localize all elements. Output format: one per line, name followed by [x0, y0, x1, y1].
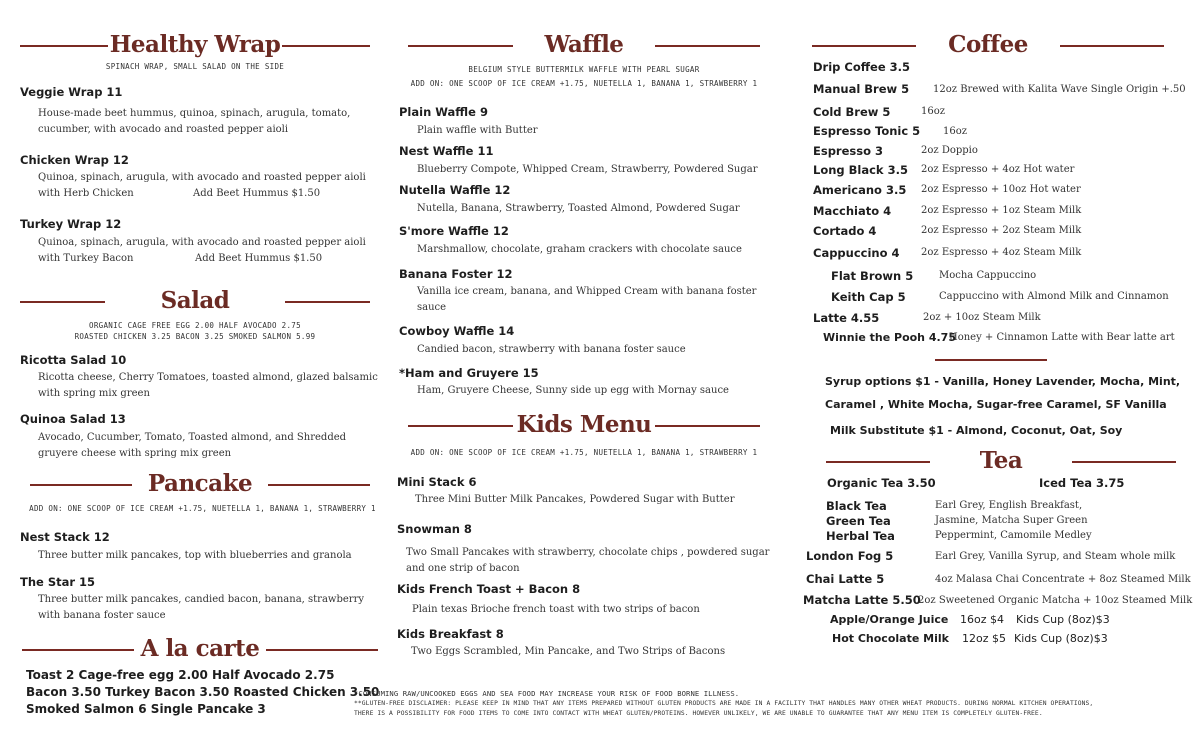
menu-item-name: Long Black 3.5: [813, 163, 908, 177]
menu-item-desc: Two Eggs Scrambled, Min Pancake, and Two Strips of Bacons: [411, 646, 726, 657]
syrup-options: Syrup options $1 - Vanilla, Honey Lavender, Mocha, Mint,: [825, 375, 1181, 388]
menu-item-name: Plain Waffle 9: [399, 105, 488, 119]
menu-item-name: The Star 15: [20, 575, 96, 589]
kids-header: [408, 410, 760, 440]
menu-item-name: Snowman 8: [397, 522, 472, 536]
menu-item-name: Drip Coffee 3.5: [813, 60, 911, 74]
disclaimer-line: **GLUTEN-FREE DISCLAIMER: PLEASE KEEP IN MIND THAT ANY ITEMS PREPARED WITHOUT GLUTEN PRODUCTS ARE MADE IN A FACILITY THAT HANDLES MANY OTHER WHEAT PRODUCTS. DURING NORMAL KITCHEN OPERATIONS,: [354, 700, 1094, 707]
juice-kids: Kids Cup (8oz)$3: [1016, 613, 1110, 626]
menu-item-name: Quinoa Salad 13: [20, 412, 126, 426]
menu-item-name: Veggie Wrap 11: [20, 85, 123, 99]
menu-item-name: Kids Breakfast 8: [397, 627, 504, 641]
menu-item-desc: Candied bacon, strawberry with banana foster sauce: [417, 344, 686, 355]
menu-item-desc: Vanilla ice cream, banana, and Whipped Cream with banana foster sauce: [417, 286, 757, 313]
menu-item-desc: 2oz + 10oz Steam Milk: [923, 312, 1041, 323]
menu-item-name: Chai Latte 5: [806, 572, 885, 586]
menu-item-desc: 2oz Espresso + 4oz Hot water: [921, 164, 1075, 175]
section-title: Healthy Wrap: [109, 31, 281, 58]
section-title: Coffee: [948, 31, 1028, 58]
alacarte-line: Bacon 3.50 Turkey Bacon 3.50 Roasted Chicken 3.50: [26, 685, 380, 699]
menu-item-name: Turkey Wrap 12: [20, 217, 122, 231]
menu-item-name: Latte 4.55: [813, 311, 880, 325]
menu-item-desc: Blueberry Compote, Whipped Cream, Strawberry, Powdered Sugar: [417, 164, 758, 175]
menu-item-name: Cappuccino 4: [813, 246, 900, 260]
menu-item-desc: Three butter milk pancakes, top with blueberries and granola: [38, 550, 352, 561]
organic-tea: Organic Tea 3.50: [827, 476, 936, 490]
menu-item-desc: Three Mini Butter Milk Pancakes, Powdered Sugar with Butter: [415, 494, 735, 505]
menu-item-name: Winnie the Pooh 4.75: [823, 331, 956, 344]
menu-item-addon: Add Beet Hummus $1.50: [195, 253, 323, 264]
section-title: A la carte: [140, 635, 260, 662]
menu-item-name: Americano 3.5: [813, 183, 907, 197]
menu-item-name: Flat Brown 5: [831, 269, 914, 283]
tea-type: Herbal Tea: [826, 529, 895, 543]
menu-item-name: Nest Stack 12: [20, 530, 110, 544]
menu-item-name: Ricotta Salad 10: [20, 353, 127, 367]
tea-header: [826, 446, 1176, 476]
menu-item-desc: Nutella, Banana, Strawberry, Toasted Almond, Powdered Sugar: [417, 203, 740, 214]
menu-item-name: Nutella Waffle 12: [399, 183, 511, 197]
divider-line: [935, 359, 1047, 361]
section-title: Kids Menu: [516, 411, 652, 438]
menu-item-desc: 4oz Malasa Chai Concentrate + 8oz Steamed Milk: [935, 574, 1191, 585]
section-subtitle: BELGIUM STYLE BUTTERMILK WAFFLE WITH PEARL SUGAR: [468, 65, 700, 74]
section-subtitle: ORGANIC CAGE FREE EGG 2.00 HALF AVOCADO 2.75: [89, 321, 301, 330]
menu-item-name: *Ham and Gruyere 15: [399, 366, 539, 380]
menu-item-desc: 12oz Brewed with Kalita Wave Single Origin +.50: [933, 84, 1186, 95]
menu-item-name: Banana Foster 12: [399, 267, 513, 281]
menu-item-desc: Earl Grey, Vanilla Syrup, and Steam whole milk: [935, 551, 1176, 562]
menu-item-desc: Quinoa, spinach, arugula, with avocado and roasted pepper aioli: [38, 237, 366, 248]
section-subtitle: ADD ON: ONE SCOOP OF ICE CREAM +1.75, NUETELLA 1, BANANA 1, STRAWBERRY 1: [410, 79, 758, 88]
hot-chocolate-size: 12oz $5: [962, 632, 1006, 645]
menu-item-name: Cowboy Waffle 14: [399, 324, 515, 338]
tea-desc: Peppermint, Camomile Medley: [935, 530, 1092, 541]
menu-item-desc: Marshmallow, chocolate, graham crackers with chocolate sauce: [417, 244, 742, 255]
menu-item-name: London Fog 5: [806, 549, 894, 563]
menu-item-name: S'more Waffle 12: [399, 224, 509, 238]
menu-item-desc: Quinoa, spinach, arugula, with avocado and roasted pepper aioli: [38, 172, 366, 183]
section-subtitle: ROASTED CHICKEN 3.25 BACON 3.25 SMOKED SALMON 5.99: [74, 332, 316, 341]
hot-chocolate-kids: Kids Cup (8oz)$3: [1014, 632, 1108, 645]
disclaimer-line: *CONSUMING RAW/UNCOOKED EGGS AND SEA FOOD MAY INCREASE YOUR RISK OF FOOD BORNE ILLNESS.: [354, 689, 740, 698]
menu-item-name: Nest Waffle 11: [399, 144, 494, 158]
salad-header: [20, 286, 370, 316]
menu-item-name: Macchiato 4: [813, 204, 892, 218]
menu-item-desc: 2oz Espresso + 10oz Hot water: [921, 184, 1081, 195]
menu-item-name: Espresso Tonic 5: [813, 124, 921, 138]
menu-item-name: Cold Brew 5: [813, 105, 891, 119]
menu-item-addon: Add Beet Hummus $1.50: [193, 188, 321, 199]
menu-item-name: Mini Stack 6: [397, 475, 477, 489]
menu-item-name: Manual Brew 5: [813, 82, 910, 96]
menu-item-desc: 2oz Doppio: [921, 145, 978, 156]
menu-item-desc: Honey + Cinnamon Latte with Bear latte art: [949, 332, 1175, 343]
coffee-header: [812, 30, 1164, 60]
disclaimer-line: THERE IS A POSSIBILITY FOR FOOD ITEMS TO COME INTO CONTACT WITH WHEAT GLUTEN/PROTEINS. HOWEVER UNLIKELY, WE ARE UNABLE TO GUARANTEE THAT ANY MENU ITEM IS COMPLETELY GLUTEN-FREE.: [354, 710, 1043, 717]
menu-item-desc: 2oz Espresso + 2oz Steam Milk: [921, 225, 1082, 236]
tea-desc: Jasmine, Matcha Super Green: [935, 515, 1088, 526]
healthy-wrap-header: [20, 30, 370, 60]
menu-item-name: Keith Cap 5: [831, 290, 906, 304]
section-subtitle: SPINACH WRAP, SMALL SALAD ON THE SIDE: [105, 62, 285, 71]
waffle-header: [408, 30, 760, 60]
menu-item-desc: Ham, Gruyere Cheese, Sunny side up egg with Mornay sauce: [417, 385, 729, 396]
section-title: Waffle: [544, 31, 624, 58]
section-title: Salad: [160, 287, 230, 314]
tea-type: Green Tea: [826, 514, 891, 528]
menu-item-desc: with Turkey Bacon: [38, 253, 134, 264]
menu-item-desc: Avocado, Cucumber, Tomato, Toasted almond, and Shredded gruyere cheese with spring mix green: [38, 432, 347, 459]
milk-substitute: Milk Substitute $1 - Almond, Coconut, Oat, Soy: [830, 424, 1123, 437]
menu-item-desc: 16oz: [921, 106, 946, 117]
tea-desc: Earl Grey, English Breakfast,: [935, 500, 1083, 511]
juice-item: Apple/Orange Juice: [830, 613, 949, 626]
hot-chocolate-item: Hot Chocolate Milk: [832, 632, 949, 645]
pancake-header: [30, 469, 370, 499]
section-subtitle: ADD ON: ONE SCOOP OF ICE CREAM +1.75, NUETELLA 1, BANANA 1, STRAWBERRY 1: [410, 448, 758, 457]
menu-item-desc: Two Small Pancakes with strawberry, chocolate chips , powdered sugar and one strip of bacon: [406, 547, 770, 574]
tea-type: Black Tea: [826, 499, 887, 513]
menu-item-desc: 16oz: [943, 126, 968, 137]
menu-item-desc: Mocha Cappuccino: [939, 270, 1037, 281]
section-subtitle: ADD ON: ONE SCOOP OF ICE CREAM +1.75, NUETELLA 1, BANANA 1, STRAWBERRY 1: [29, 504, 376, 513]
section-title: Pancake: [147, 470, 253, 497]
menu-item-desc: 2oz Sweetened Organic Matcha + 10oz Steamed Milk: [918, 595, 1193, 606]
alacarte-line: Smoked Salmon 6 Single Pancake 3: [26, 702, 266, 716]
menu-item-desc: 2oz Espresso + 4oz Steam Milk: [921, 247, 1082, 258]
menu-item-desc: 2oz Espresso + 1oz Steam Milk: [921, 205, 1082, 216]
menu-item-name: Matcha Latte 5.50: [803, 593, 921, 607]
menu-item-desc: Plain waffle with Butter: [417, 125, 538, 136]
menu-item-desc: Cappuccino with Almond Milk and Cinnamon: [939, 291, 1169, 302]
syrup-options: Caramel , White Mocha, Sugar-free Caramel, SF Vanilla: [825, 398, 1167, 411]
section-title: Tea: [979, 447, 1023, 474]
menu-item-desc: with Herb Chicken: [38, 188, 134, 199]
menu-item-desc: Ricotta cheese, Cherry Tomatoes, toasted almond, glazed balsamic with spring mix green: [38, 372, 378, 399]
juice-size: 16oz $4: [960, 613, 1004, 626]
alacarte-line: Toast 2 Cage-free egg 2.00 Half Avocado 2.75: [26, 668, 335, 682]
menu-item-name: Chicken Wrap 12: [20, 153, 129, 167]
menu-item-desc: Plain texas Brioche french toast with two strips of bacon: [412, 604, 700, 615]
iced-tea: Iced Tea 3.75: [1039, 476, 1125, 490]
menu-item-name: Cortado 4: [813, 224, 877, 238]
menu-item-name: Kids French Toast + Bacon 8: [397, 582, 581, 596]
menu-item-desc: House-made beet hummus, quinoa, spinach, arugula, tomato, cucumber, with avocado and roasted pepper aioli: [38, 108, 351, 135]
alacarte-header: [22, 634, 378, 664]
menu-item-desc: Three butter milk pancakes, candied bacon, banana, strawberry with banana foster sauce: [38, 594, 365, 621]
menu-item-name: Espresso 3: [813, 144, 883, 158]
